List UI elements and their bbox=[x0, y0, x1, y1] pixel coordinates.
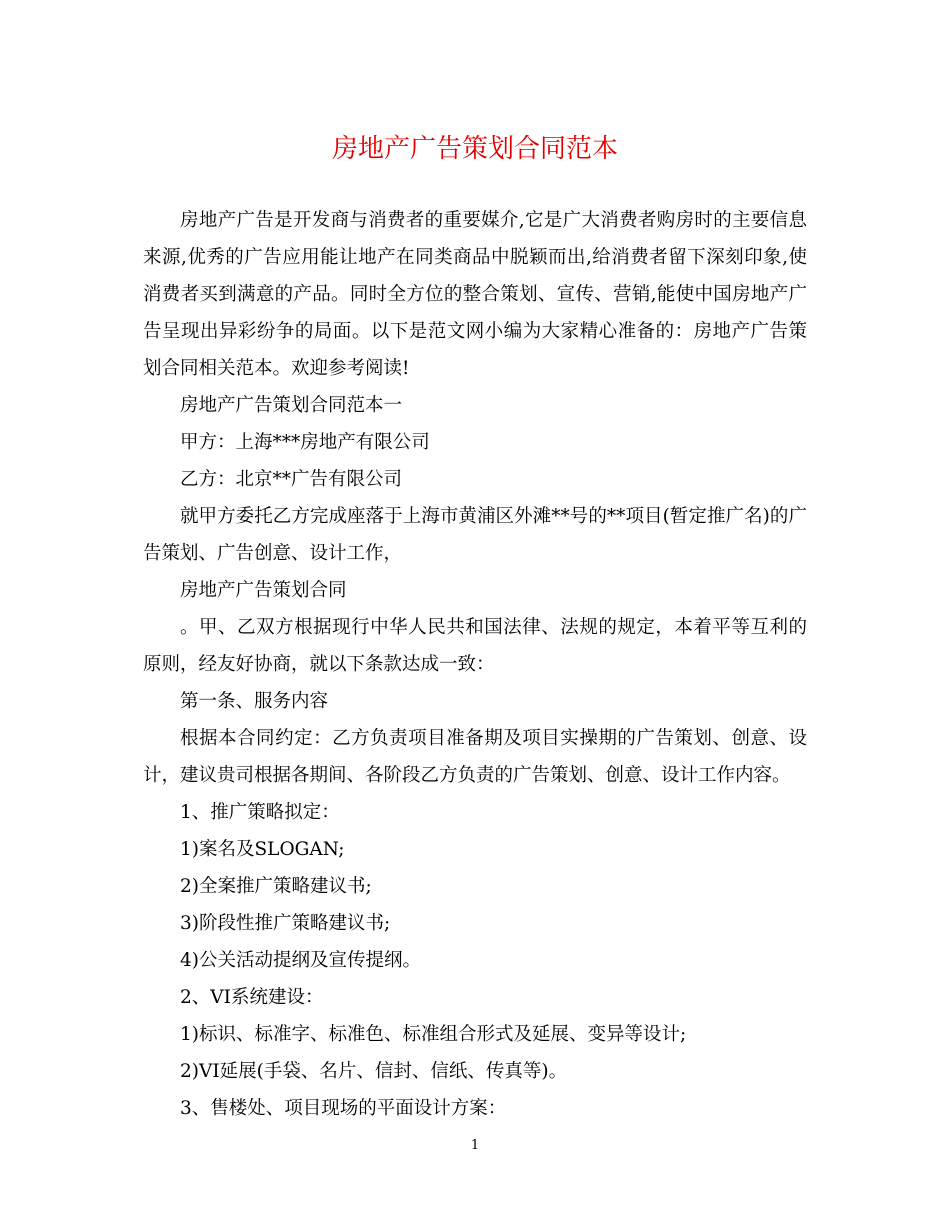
list-item: 1)案名及SLOGAN; bbox=[180, 839, 345, 860]
contract-subheading: 房地产广告策划合同 bbox=[180, 580, 347, 601]
list-item: 2)全案推广策略建议书; bbox=[180, 876, 372, 897]
document-body bbox=[143, 202, 807, 1127]
party-b-line: 乙方：北京**广告有限公司 bbox=[180, 469, 403, 490]
agreement-paragraph: 。甲、乙双方根据现行中华人民共和国法律、法规的规定，本着平等互利的原则，经友好协商，就以下条款达成一致： bbox=[143, 617, 807, 675]
commission-paragraph: 就甲方委托乙方完成座落于上海市黄浦区外滩**号的**项目(暂定推广名)的广告策划、广告创意、设计工作， bbox=[143, 506, 807, 564]
list-item: 1、推广策略拟定： bbox=[180, 802, 340, 823]
service-paragraph: 根据本合同约定：乙方负责项目准备期及项目实操期的广告策划、创意、设计，建议贵司根据各期间、各阶段乙方负责的广告策划、创意、设计工作内容。 bbox=[143, 728, 807, 786]
list-item: 1)标识、标准字、标准色、标准组合形式及延展、变异等设计; bbox=[180, 1024, 687, 1045]
list-item: 3、售楼处、项目现场的平面设计方案： bbox=[180, 1098, 507, 1119]
party-a-line: 甲方：上海***房地产有限公司 bbox=[180, 432, 430, 453]
page-number: 1 bbox=[470, 1138, 480, 1153]
list-item: 3)阶段性推广策略建议书; bbox=[180, 913, 391, 934]
list-item: 2)VI延展(手袋、名片、信封、信纸、传真等)。 bbox=[180, 1061, 568, 1082]
intro-paragraph: 房地产广告是开发商与消费者的重要媒介,它是广大消费者购房时的主要信息来源,优秀的广告应用能让地产在同类商品中脱颖而出,给消费者留下深刻印象,使消费者买到满意的产品。同时全方位的整合策划、宣传、营销,能使中国房地产广告呈现出异彩纷争的局面。以下是范文网小编为大家精心准备的：房地产广告策划合同相关范本。欢迎参考阅读! bbox=[143, 210, 807, 379]
contract-heading: 房地产广告策划合同范本一 bbox=[180, 395, 403, 416]
list-item: 2、VI系统建设： bbox=[180, 987, 324, 1008]
article-one-heading: 第一条、服务内容 bbox=[180, 691, 329, 712]
document-title: 房地产广告策划合同范本 bbox=[331, 134, 618, 164]
list-item: 4)公关活动提纲及宣传提纲。 bbox=[180, 950, 421, 971]
